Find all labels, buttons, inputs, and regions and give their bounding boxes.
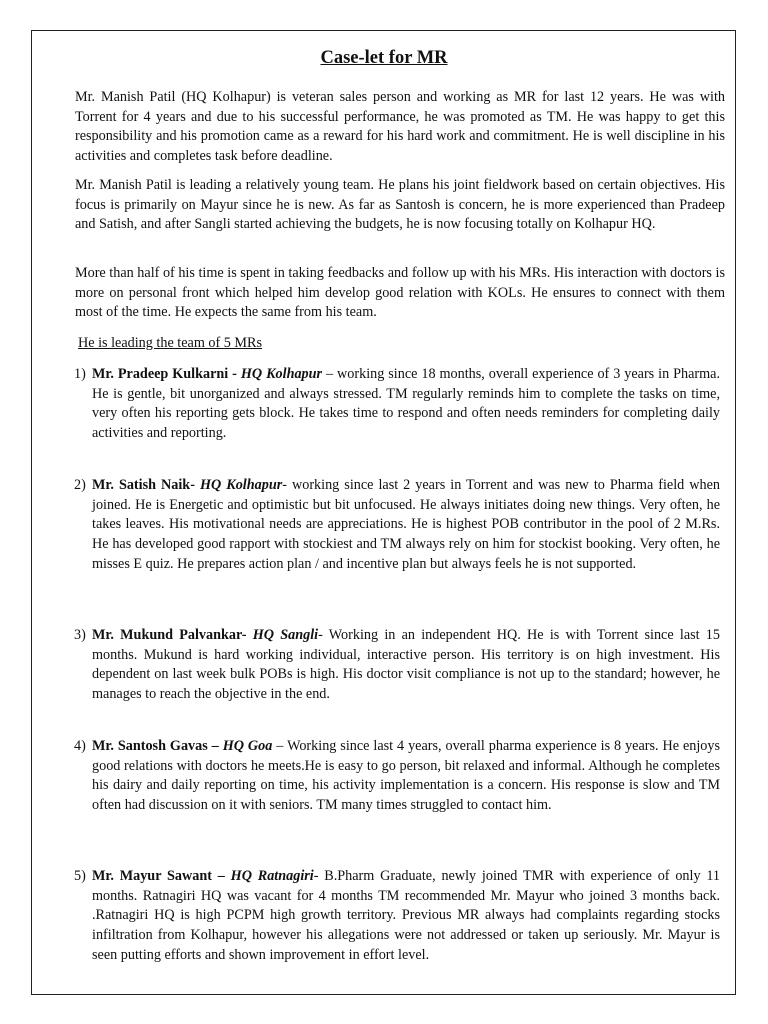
member-hq: HQ Goa (222, 738, 273, 754)
member-name: Mr. Mayur Sawant – (92, 868, 231, 884)
page-title: Case-let for MR (320, 48, 448, 68)
list-item (74, 737, 720, 816)
member-name: Mr. Pradeep Kulkarni - (92, 366, 241, 382)
member-name: Mr. Satish Naik- (92, 477, 200, 493)
member-hq: HQ Kolhapur (199, 477, 283, 493)
item-number: 2) (74, 477, 86, 493)
member-name: Mr. Mukund Palvankar- (92, 627, 253, 643)
list-item (74, 476, 720, 575)
member-name: Mr. Santosh Gavas – (92, 738, 223, 754)
team-paragraph: Mr. Manish Patil is leading a relatively young team. He plans his joint fieldwork based on certain objectives. His focus is primarily on Mayur since he is new. As far as Santosh is concern, he is more experienced than Pradeep and Satish, and after Sangli started achieving the budgets, he is now focusing totally on Kolhapur HQ. (75, 177, 725, 233)
member-description: - B.Pharm Graduate, newly joined TMR with experience of only 11 months. Ratnagiri HQ was vacant for 4 months TM recommended Mr. Mayur who joined 3 months back. .Ratnagiri HQ is high PCPM high growth territory. Previous MR always had complaints regarding stocks infiltration from Kolhapur, however his allegations were not addressed or taken up seriously. Mr. Mayur is seen putting efforts and shown improvement in effort level. (92, 868, 720, 963)
member-hq: HQ Sangli (252, 627, 319, 643)
list-item (74, 626, 720, 705)
member-description: – working since 18 months, overall experience of 3 years in Pharma. He is gentle, bit unorganized and always stressed. TM regularly reminds him to complete the tasks on time, very often his reporting gets block. He takes time to respond and often needs reminders for completing daily activities and reporting. (92, 366, 720, 442)
interaction-paragraph: More than half of his time is spent in taking feedbacks and follow up with his MRs. His interaction with doctors is more on personal front which helped him develop good relation with KOLs. He ensures to connect with them most of the time. He expects the same from his team. (75, 265, 725, 321)
item-number: 1) (74, 366, 86, 382)
member-description: - Working in an independent HQ. He is with Torrent since last 15 months. Mukund is hard working individual, interactive person. His territory is on high investment. His dependent on last week bulk POBs is high. His doctor visit compliance is not up to the standard; however, he manages to reach the objective in the end. (92, 627, 720, 703)
item-number: 5) (74, 868, 86, 884)
item-number: 4) (74, 738, 86, 754)
member-description: – Working since last 4 years, overall pharma experience is 8 years. He enjoys good relations with doctors he meets.He is easy to go person, bit relaxed and informal. Although he completes his dairy and daily reporting on time, his activity implementation is a concern. His response is slow and TM often had discussion on it with seniors. TM many times struggled to contact him. (92, 738, 721, 814)
member-hq: HQ Kolhapur (240, 366, 323, 382)
member-description: - working since last 2 years in Torrent and was new to Pharma field when joined. He is Energetic and optimistic but bit unfocused. He always initiates doing new things. Very often, he takes leaves. His motivational needs are appreciations. He is highest POB contributor in the pool of 2 M.Rs. He has developed good rapport with stockiest and TM always rely on him for stockist booking. Very often, he misses E quiz. He prepares action plan / and incentive plan but always feels he is not supported. (92, 477, 721, 572)
list-item (74, 365, 720, 444)
member-hq: HQ Ratnagiri (230, 868, 314, 884)
intro-paragraph: Mr. Manish Patil (HQ Kolhapur) is veteran sales person and working as MR for last 12 years. He was with Torrent for 4 years and due to his successful performance, he was promoted as TM. He was happy to get this responsibility and his promotion came as a reward for his hard work and commitment. He is well discipline in his activities and completes task before deadline. (75, 89, 725, 165)
list-item (74, 867, 720, 966)
item-number: 3) (74, 627, 86, 643)
team-heading: He is leading the team of 5 MRs (78, 335, 263, 351)
